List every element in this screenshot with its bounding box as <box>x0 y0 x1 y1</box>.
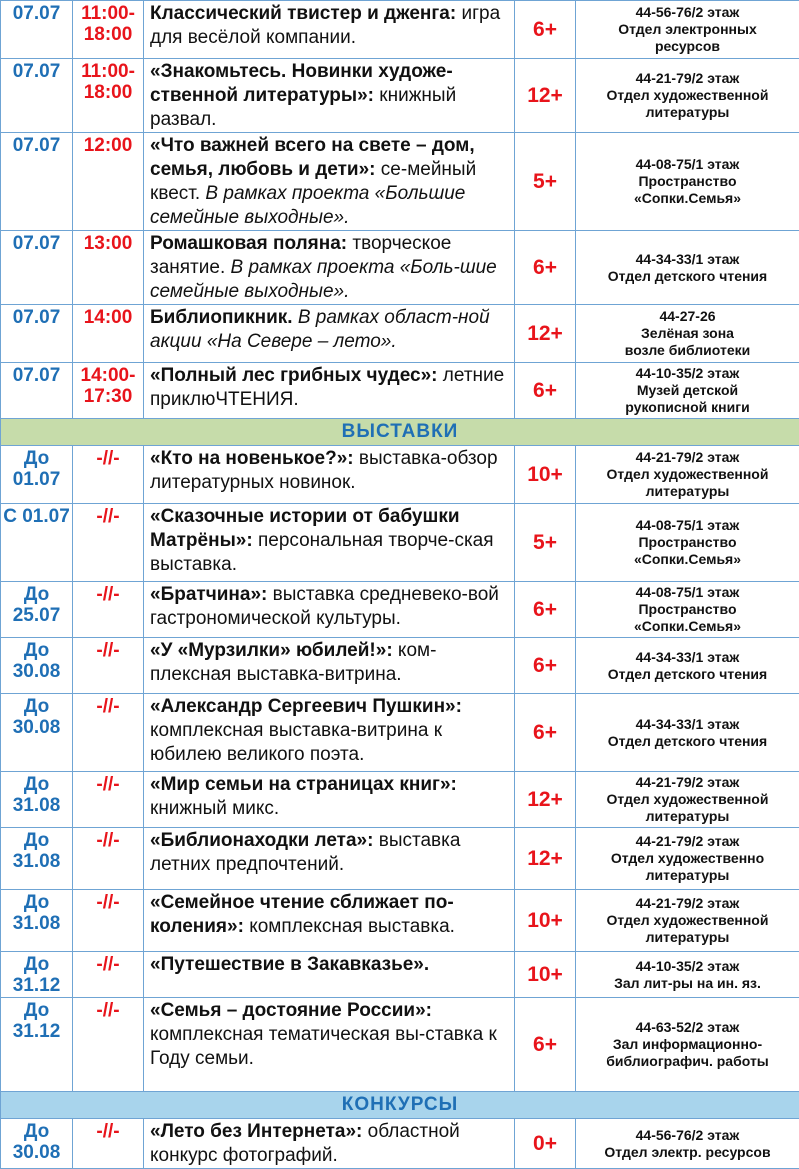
description-cell <box>144 231 515 305</box>
table-row <box>1 133 799 231</box>
age-rating: 6+ <box>515 998 576 1092</box>
text-line: 44-63-52/2 этаж <box>636 1019 740 1035</box>
text-line: 07.07 <box>13 365 61 386</box>
text-line: «Сопки.Семья» <box>634 190 741 206</box>
date-cell <box>1 1 73 59</box>
table-row <box>1 231 799 305</box>
description-cell <box>144 133 515 231</box>
event-description: игра для весёлой компании. <box>150 3 500 48</box>
location-cell <box>576 504 799 582</box>
text-line: 11:00- <box>81 3 135 24</box>
text-line: 44-34-33/1 этаж <box>636 716 740 732</box>
text-line: 44-56-76/2 этаж <box>636 4 740 20</box>
location-cell <box>576 231 799 305</box>
contests-section <box>1 1119 799 1169</box>
text-line: 44-08-75/1 этаж <box>636 517 740 533</box>
time-cell <box>73 305 144 363</box>
age-rating: 5+ <box>515 504 576 582</box>
text-line: 44-21-79/2 этаж <box>636 833 740 849</box>
text-line: -//- <box>96 892 119 913</box>
time-cell <box>73 772 144 828</box>
age-rating: 6+ <box>515 363 576 419</box>
table-row <box>1 890 799 952</box>
table-row <box>1 638 799 694</box>
event-title: Библиопикник. <box>150 307 293 328</box>
event-title: «Сказочные истории от бабушки Матрёны»: <box>150 506 460 551</box>
location-cell <box>576 1119 799 1169</box>
event-note: В рамках проекта «Боль-шие семейные выходные». <box>150 257 497 302</box>
time-cell <box>73 952 144 998</box>
text-line: -//- <box>96 640 119 661</box>
text-line: Зал лит-ры на ин. яз. <box>614 975 761 991</box>
text-line: Отдел художественной <box>607 87 769 103</box>
date-cell <box>1 133 73 231</box>
event-title: «Путешествие в Закавказье». <box>150 954 429 975</box>
table-row <box>1 694 799 772</box>
location-cell <box>576 305 799 363</box>
text-line: Отдел электронных <box>618 21 757 37</box>
text-line: возле библиотеки <box>625 342 750 358</box>
location-cell <box>576 59 799 133</box>
location-cell <box>576 828 799 890</box>
event-description: книжный микс. <box>150 798 279 819</box>
date-cell <box>1 772 73 828</box>
text-line: рукописной книги <box>625 399 749 415</box>
text-line: Отдел детского чтения <box>608 666 767 682</box>
text-line: 30.08 <box>13 717 61 738</box>
text-line: До <box>24 954 49 975</box>
table-row <box>1 1119 799 1169</box>
age-rating: 10+ <box>515 890 576 952</box>
event-title: «Что важней всего на свете – дом, семья, любовь и дети»: <box>150 135 475 180</box>
text-line: литературы <box>646 867 730 883</box>
date-cell <box>1 446 73 504</box>
date-cell <box>1 305 73 363</box>
text-line: литературы <box>646 483 730 499</box>
time-cell <box>73 582 144 638</box>
time-cell <box>73 504 144 582</box>
description-cell <box>144 1119 515 1169</box>
event-note: В рамках област-ной акции «На Севере – лето». <box>150 307 490 352</box>
text-line: 12:00 <box>84 135 133 156</box>
event-description: комплексная тематическая вы-ставка к Году семьи. <box>150 1024 497 1069</box>
age-rating: 12+ <box>515 772 576 828</box>
age-rating: 6+ <box>515 694 576 772</box>
location-cell <box>576 694 799 772</box>
text-line: 14:00- <box>81 365 136 386</box>
text-line: 44-34-33/1 этаж <box>636 649 740 665</box>
table-row <box>1 59 799 133</box>
event-description: ком-плексная выставка-витрина. <box>150 640 436 685</box>
text-line: 18:00 <box>84 82 133 103</box>
text-line: 30.08 <box>13 661 61 682</box>
text-line: Зелёная зона <box>641 325 734 341</box>
description-cell <box>144 890 515 952</box>
text-line: 31.08 <box>13 795 61 816</box>
date-cell <box>1 1119 73 1169</box>
text-line: Отдел детского чтения <box>608 733 767 749</box>
text-line: литературы <box>646 104 730 120</box>
text-line: Музей детской <box>637 382 738 398</box>
event-title: «Мир семьи на страницах книг»: <box>150 774 457 795</box>
text-line: До <box>24 696 49 717</box>
description-cell <box>144 952 515 998</box>
text-line: До <box>24 584 49 605</box>
description-cell <box>144 1 515 59</box>
text-line: 44-21-79/2 этаж <box>636 895 740 911</box>
text-line: 44-56-76/2 этаж <box>636 1127 740 1143</box>
date-cell <box>1 363 73 419</box>
date-cell <box>1 694 73 772</box>
event-description: выставка средневеко-вой гастрономической культуры. <box>150 584 499 629</box>
text-line: 01.07 <box>13 469 61 490</box>
table-row <box>1 772 799 828</box>
text-line: «Сопки.Семья» <box>634 551 741 567</box>
section-title-exhibitions: ВЫСТАВКИ <box>1 419 799 446</box>
date-cell <box>1 504 73 582</box>
event-title: «Полный лес грибных чудес»: <box>150 365 438 386</box>
table-row <box>1 504 799 582</box>
description-cell <box>144 305 515 363</box>
date-cell <box>1 890 73 952</box>
text-line: библиографич. работы <box>606 1053 769 1069</box>
table-row <box>1 305 799 363</box>
text-line: -//- <box>96 696 119 717</box>
text-line: До <box>24 892 49 913</box>
location-cell <box>576 446 799 504</box>
age-rating: 12+ <box>515 59 576 133</box>
location-cell <box>576 772 799 828</box>
text-line: 07.07 <box>13 233 61 254</box>
event-description: выставка-обзор литературных новинок. <box>150 448 498 493</box>
text-line: Отдел художественной <box>607 466 769 482</box>
text-line: 44-21-79/2 этаж <box>636 70 740 86</box>
text-line: -//- <box>96 954 119 975</box>
description-cell <box>144 582 515 638</box>
text-line: 31.08 <box>13 913 61 934</box>
text-line: Отдел детского чтения <box>608 268 767 284</box>
description-cell <box>144 363 515 419</box>
text-line: литературы <box>646 929 730 945</box>
text-line: 18:00 <box>84 24 133 45</box>
event-title: Ромашковая поляна: <box>150 233 347 254</box>
event-title: «Кто на новенькое?»: <box>150 448 354 469</box>
time-cell <box>73 694 144 772</box>
text-line: 07.07 <box>13 135 61 156</box>
event-description: выставка летних предпочтений. <box>150 830 460 875</box>
text-line: -//- <box>96 774 119 795</box>
age-rating: 6+ <box>515 638 576 694</box>
events-section <box>1 1 799 419</box>
event-description: областной конкурс фотографий. <box>150 1121 460 1166</box>
event-title: «Лето без Интернета»: <box>150 1121 362 1142</box>
date-cell <box>1 828 73 890</box>
event-description: творческое занятие. <box>150 233 451 278</box>
table-row <box>1 363 799 419</box>
text-line: С 01.07 <box>3 506 70 527</box>
location-cell <box>576 363 799 419</box>
text-line: 25.07 <box>13 605 61 626</box>
table-row <box>1 1 799 59</box>
time-cell <box>73 133 144 231</box>
age-rating: 6+ <box>515 1 576 59</box>
text-line: 07.07 <box>13 61 61 82</box>
table-row <box>1 828 799 890</box>
age-rating: 12+ <box>515 305 576 363</box>
location-cell <box>576 582 799 638</box>
text-line: литературы <box>646 808 730 824</box>
text-line: Отдел художественной <box>607 912 769 928</box>
age-rating: 6+ <box>515 582 576 638</box>
text-line: 44-21-79/2 этаж <box>636 449 740 465</box>
event-description: летние приклюЧТЕНИЯ. <box>150 365 504 410</box>
description-cell <box>144 828 515 890</box>
age-rating: 10+ <box>515 952 576 998</box>
event-description: комплексная выставка. <box>244 916 455 937</box>
contests-header <box>1 1092 799 1119</box>
text-line: 31.08 <box>13 851 61 872</box>
description-cell <box>144 446 515 504</box>
description-cell <box>144 998 515 1092</box>
text-line: Отдел художественно <box>611 850 764 866</box>
time-cell <box>73 1 144 59</box>
time-cell <box>73 890 144 952</box>
age-rating: 5+ <box>515 133 576 231</box>
date-cell <box>1 59 73 133</box>
text-line: -//- <box>96 1121 119 1142</box>
text-line: «Сопки.Семья» <box>634 618 741 634</box>
event-description: книжный развал. <box>150 85 456 130</box>
description-cell <box>144 772 515 828</box>
date-cell <box>1 231 73 305</box>
text-line: 07.07 <box>13 307 61 328</box>
text-line: Отдел электр. ресурсов <box>604 1144 770 1160</box>
table-row <box>1 446 799 504</box>
event-description: персональная творче-ская выставка. <box>150 530 494 575</box>
text-line: Пространство <box>638 601 736 617</box>
exhibitions-section <box>1 446 799 1092</box>
table-row <box>1 998 799 1092</box>
time-cell <box>73 1119 144 1169</box>
event-title: «Знакомьтесь. Новинки художе-ственной литературы»: <box>150 61 453 106</box>
time-cell <box>73 59 144 133</box>
date-cell <box>1 998 73 1092</box>
text-line: 13:00 <box>84 233 133 254</box>
text-line: -//- <box>96 506 119 527</box>
text-line: Отдел художественной <box>607 791 769 807</box>
text-line: 44-10-35/2 этаж <box>636 958 740 974</box>
text-line: Пространство <box>638 534 736 550</box>
text-line: До <box>24 1000 49 1021</box>
time-cell <box>73 828 144 890</box>
table-row <box>1 952 799 998</box>
text-line: ресурсов <box>655 38 720 54</box>
text-line: Пространство <box>638 173 736 189</box>
description-cell <box>144 59 515 133</box>
date-cell <box>1 638 73 694</box>
text-line: 44-10-35/2 этаж <box>636 365 740 381</box>
event-title: «Библионаходки лета»: <box>150 830 373 851</box>
text-line: -//- <box>96 1000 119 1021</box>
time-cell <box>73 231 144 305</box>
location-cell <box>576 133 799 231</box>
location-cell <box>576 638 799 694</box>
text-line: До <box>24 640 49 661</box>
event-title: «Братчина»: <box>150 584 267 605</box>
event-title: Классический твистер и дженга: <box>150 3 456 24</box>
text-line: 30.08 <box>13 1142 61 1163</box>
time-cell <box>73 363 144 419</box>
text-line: 44-34-33/1 этаж <box>636 251 740 267</box>
event-description: се-мейный квест. <box>150 159 476 204</box>
date-cell <box>1 582 73 638</box>
text-line: 07.07 <box>13 3 61 24</box>
time-cell <box>73 638 144 694</box>
description-cell <box>144 638 515 694</box>
description-cell <box>144 694 515 772</box>
text-line: -//- <box>96 584 119 605</box>
event-description: комплексная выставка-витрина к юбилею великого поэта. <box>150 720 442 765</box>
age-rating: 0+ <box>515 1119 576 1169</box>
event-title: «У «Мурзилки» юбилей!»: <box>150 640 393 661</box>
time-cell <box>73 446 144 504</box>
text-line: 11:00- <box>81 61 135 82</box>
text-line: 44-08-75/1 этаж <box>636 156 740 172</box>
text-line: 44-27-26 <box>659 308 715 324</box>
description-cell <box>144 504 515 582</box>
age-rating: 10+ <box>515 446 576 504</box>
event-title: «Семейное чтение сближает по-коления»: <box>150 892 454 937</box>
event-title: «Семья – достояние России»: <box>150 1000 432 1021</box>
text-line: 31.12 <box>13 1021 61 1042</box>
date-cell <box>1 952 73 998</box>
text-line: -//- <box>96 448 119 469</box>
text-line: До <box>24 774 49 795</box>
location-cell <box>576 952 799 998</box>
location-cell <box>576 1 799 59</box>
text-line: 44-08-75/1 этаж <box>636 584 740 600</box>
section-title-contests: КОНКУРСЫ <box>1 1092 799 1119</box>
text-line: До <box>24 830 49 851</box>
exhibitions-header <box>1 419 799 446</box>
text-line: 17:30 <box>84 386 133 407</box>
text-line: До <box>24 448 49 469</box>
text-line: -//- <box>96 830 119 851</box>
event-title: «Александр Сергеевич Пушкин»: <box>150 696 462 717</box>
table-row <box>1 582 799 638</box>
location-cell <box>576 998 799 1092</box>
text-line: 31.12 <box>13 975 61 996</box>
text-line: 14:00 <box>84 307 133 328</box>
age-rating: 6+ <box>515 231 576 305</box>
text-line: 44-21-79/2 этаж <box>636 774 740 790</box>
location-cell <box>576 890 799 952</box>
age-rating: 12+ <box>515 828 576 890</box>
text-line: До <box>24 1121 49 1142</box>
event-note: В рамках проекта «Большие семейные выходные». <box>150 183 465 228</box>
time-cell <box>73 998 144 1092</box>
text-line: Зал информационно- <box>613 1036 762 1052</box>
